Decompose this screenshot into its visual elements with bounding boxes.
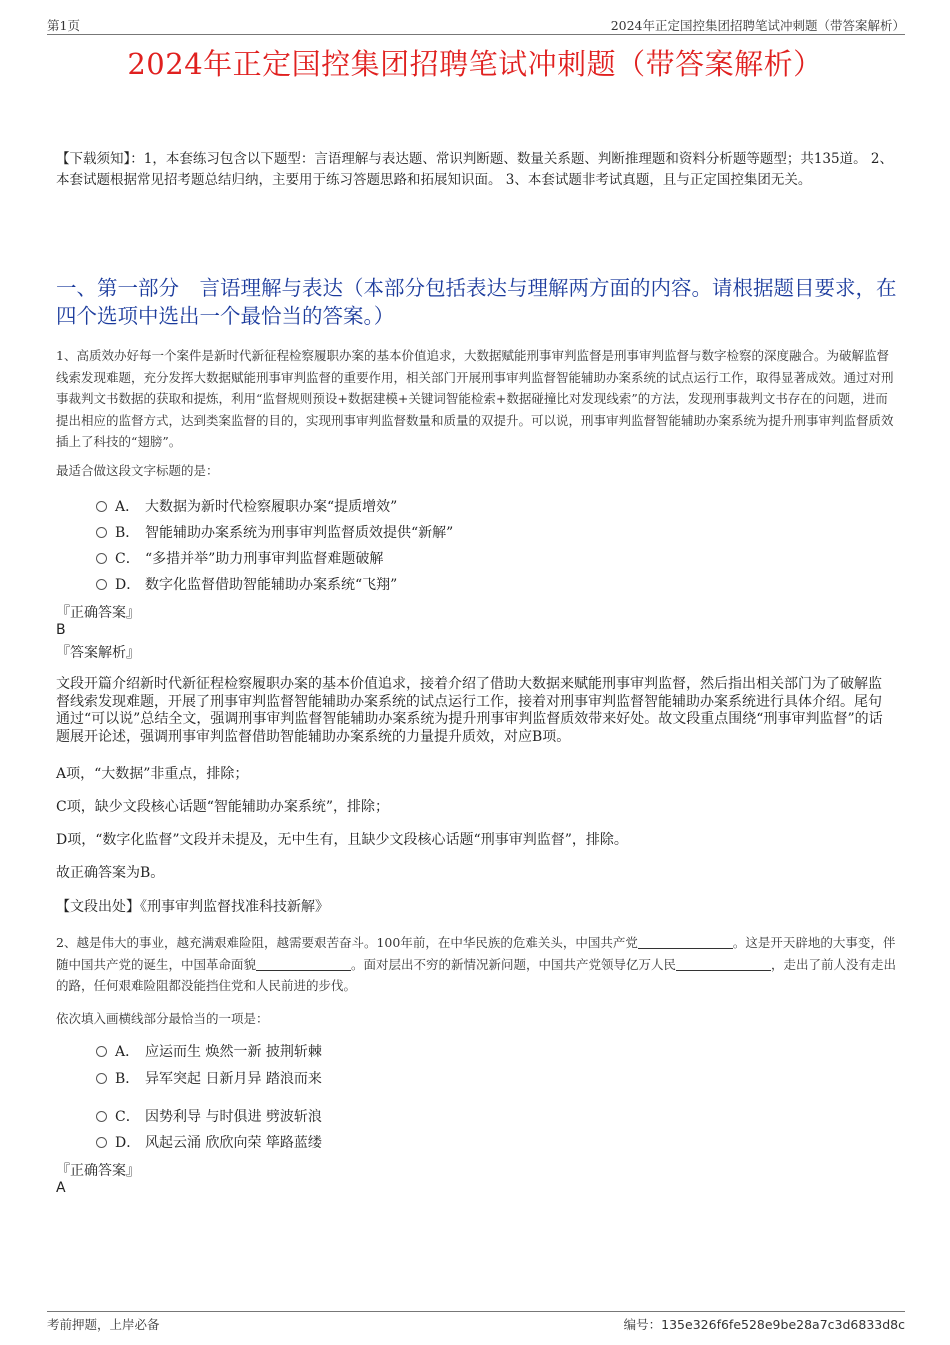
- question-2-option-d[interactable]: D． 风起云涌 欣欣向荣 筚路蓝缕: [96, 1132, 322, 1154]
- question-1-conclusion: 故正确答案为B。: [56, 865, 165, 881]
- radio-icon[interactable]: [96, 1137, 107, 1148]
- question-1-analysis-label: 『答案解析』: [56, 645, 140, 661]
- question-1-prompt: 最适合做这段文字标题的是：: [56, 463, 219, 478]
- question-2-text: 2、越是伟大的事业，越充满艰难险阻，越需要艰苦奋斗。100年前，在中华民族的危难关头，中国共产党 。这是开天辟地的大事变，伴随中国共产党的诞生，中国革命面貌 。面对层出不穷的新情况新问题，中国共产党领导亿万人民 ，走出了前人没有走出的路，任何艰难险阻都没能挡住党和人民前进的步伐。: [56, 935, 897, 993]
- question-2-answer: A: [56, 1180, 66, 1196]
- section-title: 一、第一部分 言语理解与表达（本部分包括表达与理解两方面的内容。请根据题目要求，在四个选项中选出一个最恰当的答案。）: [56, 276, 897, 328]
- question-1-option-b[interactable]: B． 智能辅助办案系统为刑事审判监督质效提供“新解”: [96, 522, 453, 544]
- footer-code: 编号：135e326f6fe528e9be28a7c3d6833d8c: [623, 1317, 905, 1332]
- radio-icon[interactable]: [96, 1046, 107, 1057]
- question-1-answer-label: 『正确答案』: [56, 605, 140, 621]
- question-1-note-c: C项，缺少文段核心话题“智能辅助办案系统”，排除；: [56, 799, 390, 815]
- download-notice: 【下载须知】：1，本套练习包含以下题型：言语理解与表达题、常识判断题、数量关系题、判断推理题和资料分析题等题型；共135道。 2、本套试题根据常见招考题总结归纳，主要用于练习答题思路和拓展知识面。 3、本套试题非考试真题，且与正定国控集团无关。: [56, 151, 893, 188]
- question-1-option-d[interactable]: D． 数字化监督借助智能辅助办案系统“飞翔”: [96, 574, 397, 596]
- fill-blank: [638, 936, 733, 949]
- question-2-option-c[interactable]: C． 因势利导 与时俱进 劈波斩浪: [96, 1106, 322, 1128]
- fill-blank: [676, 958, 771, 971]
- question-2-prompt: 依次填入画横线部分最恰当的一项是：: [56, 1011, 269, 1026]
- radio-icon[interactable]: [96, 1073, 107, 1084]
- footer-slogan: 考前押题，上岸必备: [47, 1317, 160, 1332]
- document-title: 2024年正定国控集团招聘笔试冲刺题（带答案解析）: [127, 47, 823, 81]
- page-header: [47, 14, 905, 35]
- page-footer: [47, 1311, 905, 1334]
- question-1-note-a: A项，“大数据”非重点，排除；: [56, 766, 249, 782]
- question-2-option-a[interactable]: A． 应运而生 焕然一新 披荆斩棘: [96, 1041, 322, 1063]
- question-1-note-d: D项，“数字化监督”文段并未提及，无中生有，且缺少文段核心话题“刑事审判监督”，排除。: [56, 832, 628, 848]
- question-2-answer-label: 『正确答案』: [56, 1163, 140, 1179]
- radio-icon[interactable]: [96, 553, 107, 564]
- fill-blank: [256, 958, 351, 971]
- question-1-text: 1、高质效办好每一个案件是新时代新征程检察履职办案的基本价值追求，大数据赋能刑事审判监督是刑事审判监督与数字检察的深度融合。为破解监督线索发现难题，充分发挥大数据赋能刑事审判监督的重要作用，相关部门开展刑事审判监督智能辅助办案系统的试点运行工作，取得显著成效。通过对刑事裁判文书数据的获取和提炼，利用“监督规则预设+数据建模+关键词智能检索+数据碰撞比对发现线索”的方法，发现刑事裁判文书存在的问题，进而提出相应的监督方式，达到类案监督的目的，实现刑事审判监督数量和质量的双提升。可以说，刑事审判监督智能辅助办案系统为提升刑事审判监督质效插上了科技的“翅膀”。: [56, 348, 894, 449]
- question-1-option-c[interactable]: C． “多措并举”助力刑事审判监督难题破解: [96, 548, 383, 570]
- question-2-option-b[interactable]: B． 异军突起 日新月异 踏浪而来: [96, 1068, 322, 1090]
- header-doc-title: 2024年正定国控集团招聘笔试冲刺题（带答案解析）: [610, 18, 905, 33]
- question-1-analysis: 文段开篇介绍新时代新征程检察履职办案的基本价值追求，接着介绍了借助大数据来赋能刑事审判监督，然后指出相关部门为了破解监督线索发现难题，开展了刑事审判监督智能辅助办案系统的试点运行工作，接着对刑事审判监督智能辅助办案系统进行具体介绍。尾句通过“可以说”总结全文，强调刑事审判监督智能辅助办案系统为提升刑事审判监督质效带来好处。故文段重点围绕“刑事审判监督”的话题展开论述，强调刑事审判监督借助智能辅助办案系统的力量提升质效，对应B项。: [56, 676, 883, 745]
- radio-icon[interactable]: [96, 579, 107, 590]
- radio-icon[interactable]: [96, 501, 107, 512]
- page-number: 第1页: [47, 18, 80, 33]
- question-1-source: 【文段出处】《刑事审判监督找准科技新解》: [56, 899, 329, 915]
- radio-icon[interactable]: [96, 527, 107, 538]
- question-1-answer: B: [56, 622, 66, 638]
- radio-icon[interactable]: [96, 1111, 107, 1122]
- question-1-option-a[interactable]: A． 大数据为新时代检察履职办案“提质增效”: [96, 496, 397, 518]
